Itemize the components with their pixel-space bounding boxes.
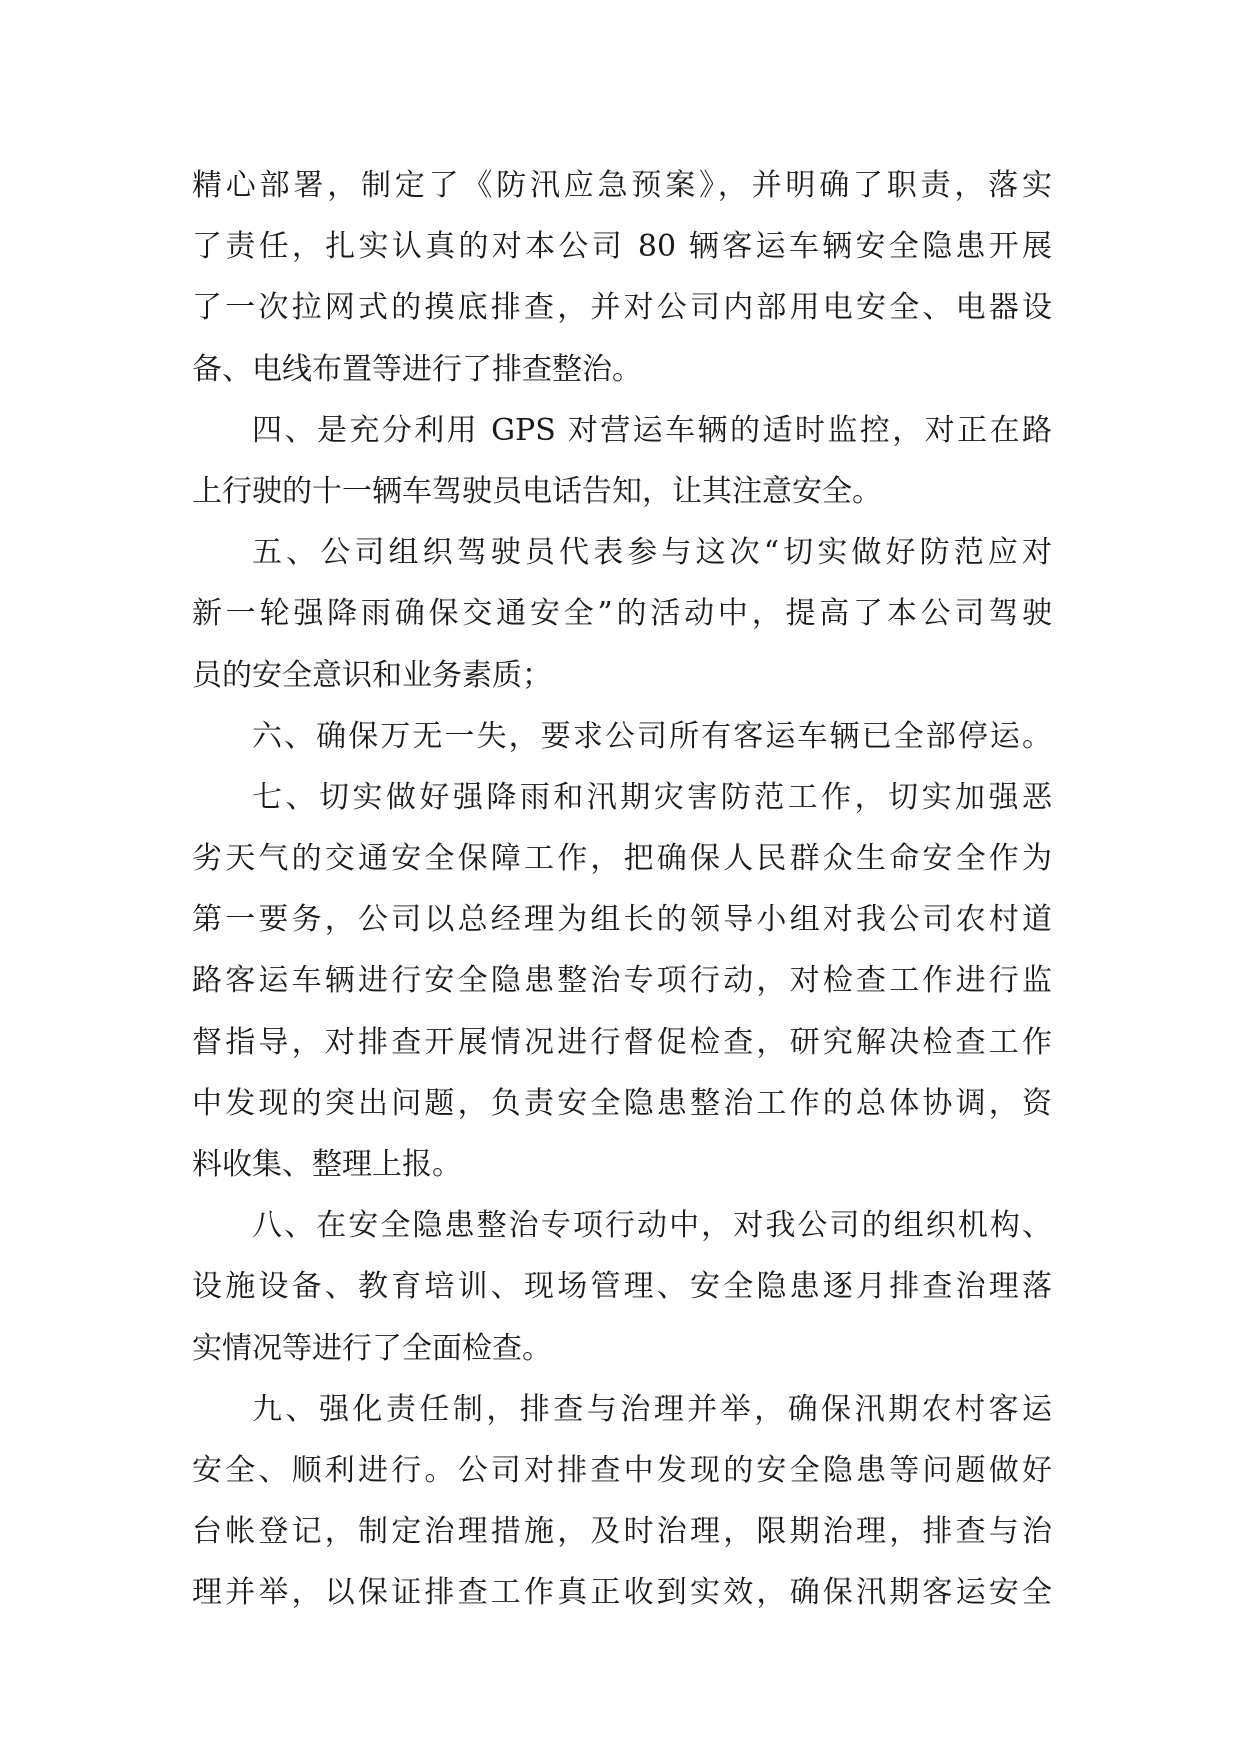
paragraph-line: 督指导，对排查开展情况进行督促检查，研究解决检查工作 — [192, 1024, 1052, 1060]
paragraph-line: 了责任，扎实认真的对本公司 80 辆客运车辆安全隐患开展 — [192, 229, 1052, 265]
paragraph-line: 第一要务，公司以总经理为组长的领导小组对我公司农村道 — [192, 902, 1052, 938]
paragraph-line: 安全、顺利进行。公司对排查中发现的安全隐患等问题做好 — [192, 1452, 1052, 1488]
paragraph-line: 台帐登记，制定治理措施，及时治理，限期治理，排查与治 — [192, 1514, 1052, 1550]
paragraph-line: 九、强化责任制，排查与治理并举，确保汛期农村客运 — [252, 1391, 1052, 1427]
paragraph-line: 员的安全意识和业务素质； — [192, 657, 552, 693]
paragraph-line: 精心部署，制定了《防汛应急预案》，并明确了职责，落实 — [192, 168, 1052, 203]
paragraph-line: 设施设备、教育培训、现场管理、安全隐患逐月排查治理落 — [192, 1269, 1052, 1305]
paragraph-line: 理并举，以保证排查工作真正收到实效，确保汛期客运安全 — [192, 1575, 1052, 1611]
paragraph-line: 路客运车辆进行安全隐患整治专项行动，对检查工作进行监 — [192, 963, 1052, 999]
paragraph-line: 中发现的突出问题，负责安全隐患整治工作的总体协调，资 — [192, 1085, 1052, 1121]
paragraph-line: 五、公司组织驾驶员代表参与这次“切实做好防范应对 — [252, 535, 1052, 571]
paragraph-line: 新一轮强降雨确保交通安全”的活动中，提高了本公司驾驶 — [192, 596, 1052, 632]
document-body — [192, 155, 1052, 1624]
paragraph-line: 料收集、整理上报。 — [192, 1147, 462, 1182]
paragraph-line: 四、是充分利用 GPS 对营运车辆的适时监控，对正在路 — [252, 412, 1052, 448]
paragraph-line: 六、确保万无一失，要求公司所有客运车辆已全部停运。 — [252, 718, 1052, 754]
paragraph-line: 八、在安全隐患整治专项行动中，对我公司的组织机构、 — [252, 1208, 1052, 1244]
paragraph-line: 了一次拉网式的摸底排查，并对公司内部用电安全、电器设 — [192, 290, 1052, 326]
paragraph-line: 备、电线布置等进行了排查整治。 — [192, 351, 642, 387]
paragraph-line: 实情况等进行了全面检查。 — [192, 1330, 552, 1366]
paragraph-line: 上行驶的十一辆车驾驶员电话告知，让其注意安全。 — [192, 473, 882, 509]
paragraph-line: 劣天气的交通安全保障工作，把确保人民群众生命安全作为 — [192, 841, 1052, 877]
paragraph-line: 七、切实做好强降雨和汛期灾害防范工作，切实加强恶 — [252, 779, 1052, 815]
